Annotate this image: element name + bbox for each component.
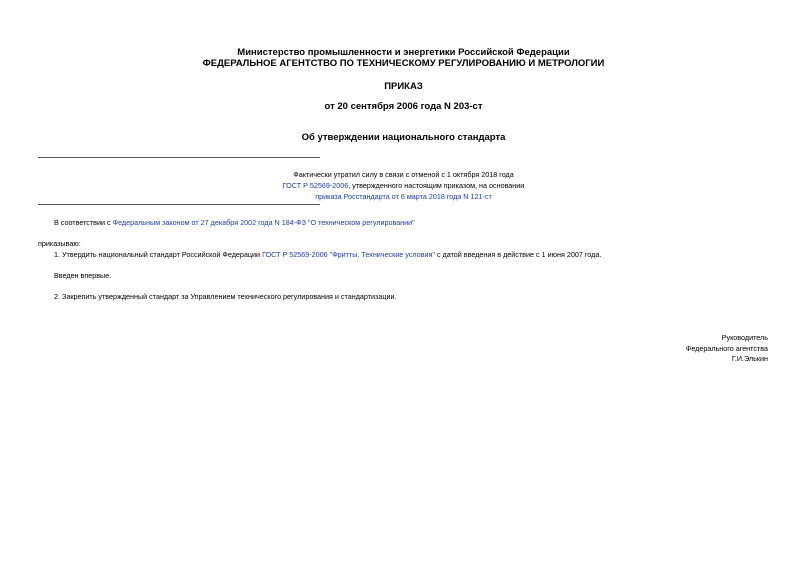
federal-law-link[interactable]: Федеральным законом от 27 декабря 2002 года N 184-ФЗ "О техническом регулировании" (112, 218, 415, 227)
order-item-2: 2. Закрепить утвержденный стандарт за Управлением технического регулирования и стандартизации. (54, 292, 397, 301)
introduced-first-time: Введен впервые. (54, 271, 112, 280)
document-subject: Об утверждении национального стандарта (301, 132, 506, 143)
notice-line-3 (0, 191, 807, 202)
rosstandart-order-link[interactable]: приказа Росстандарта от 6 марта 2018 года N 121-ст (315, 192, 492, 201)
order-item-1 (54, 250, 601, 260)
item1-prefix: 1. Утвердить национальный стандарт Российской Федерации (54, 250, 263, 259)
gost-link[interactable]: ГОСТ Р 52569-2006 (282, 181, 349, 190)
document-date: от 20 сентября 2006 года N 203-ст (324, 101, 483, 112)
intro-paragraph (54, 218, 415, 228)
ministry-name: Министерство промышленности и энергетики Российской Федерации (237, 47, 570, 58)
agency-name: ФЕДЕРАЛЬНОЕ АГЕНТСТВО ПО ТЕХНИЧЕСКОМУ РЕГУЛИРОВАНИЮ И МЕТРОЛОГИИ (202, 58, 605, 69)
notice-line-1: Фактически утратил силу в связи с отменой с 1 октября 2018 года (293, 170, 514, 179)
signature-name: Г.И.Элькин (731, 354, 768, 363)
signature-position-2: Федерального агентства (685, 343, 768, 353)
document-type: ПРИКАЗ (384, 81, 423, 92)
item1-suffix: с датой введения в действие с 1 июня 2007 года. (434, 250, 602, 259)
intro-prefix: В соответствии с (54, 218, 113, 227)
notice-line-2-text: , утвержденного настоящим приказом, на основании (348, 181, 525, 190)
notice-top-divider (38, 157, 320, 158)
gost-standard-link[interactable]: ГОСТ Р 52569-2006 "Фритты. Технические условия" (262, 250, 435, 259)
notice-bottom-divider (38, 204, 320, 205)
order-word: приказываю: (38, 239, 81, 248)
notice-line-2 (0, 180, 807, 191)
signature-position-1: Руководитель (721, 333, 768, 342)
signature-block (686, 333, 768, 365)
